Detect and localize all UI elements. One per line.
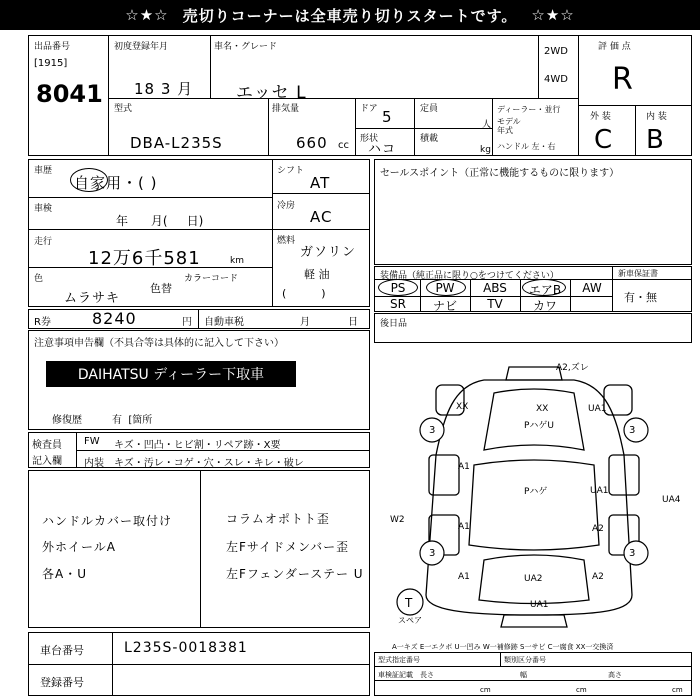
shape-label: 形状 [360,134,379,144]
diag-a1-l1: A1 [458,462,470,472]
ext-label: 外 装 [590,112,611,122]
diag-3-rr: 3 [629,548,636,559]
unit-cm-2: cm [576,686,587,694]
diag-t: T [405,596,413,610]
diag-ua1-mid: UA1 [590,486,609,496]
spec-cert-label: 車検証記載 [378,671,413,679]
diag-3-rl: 3 [429,548,436,559]
diag-ua1-top: UA1 [588,404,607,414]
model-label: モデル 年式 [497,117,521,135]
int-value: B [646,125,665,155]
drive-4wd: 4WD [544,74,568,85]
diag-phage: Pハゲ [524,487,548,497]
hw-right-2: 左Fサイドメンバー歪 [226,540,350,554]
equip-airbag-circle [522,279,566,296]
lot-number: 8041 [36,80,103,108]
equip-leather: カワ [532,299,557,313]
diag-a1-l3: A1 [458,572,470,582]
diag-w2: W2 [390,515,405,525]
recycle-label: R券 [34,317,51,328]
type-label: 型式 [114,104,133,114]
mileage-unit: km [230,256,244,266]
warranty-label: 新車保証書 [618,269,658,278]
inspector-row2: キズ・汚レ・コゲ・穴・スレ・キレ・破レ [114,458,304,469]
repair-label: 修復歴 [52,415,82,426]
auto-tax-label: 自動車税 [204,317,244,328]
hw-left-2: 外ホイールA [42,540,116,554]
diag-3-fl: 3 [429,425,436,436]
fuel-diesel: 軽 油 [304,268,330,281]
handle-label: ハンドル 左・右 [497,142,556,151]
equipment-label: 装備品（純正品に限り○をつけてください） [380,271,559,281]
diag-xx2: XX [536,404,549,414]
dim-length: 長さ [420,671,434,679]
reg-label: 初度登録年月 [114,42,169,52]
dim-width: 幅 [520,671,527,679]
lot-label: 出品番号 [34,42,71,52]
disp-unit: cc [338,140,349,151]
diag-ua1-bottom: UA1 [530,600,549,610]
cap-unit: 人 [482,120,492,130]
shift-value: AT [310,174,331,192]
damage-legend: A一キズ E一エクボ U一凹み W一補修跡 S一サビ C一腐食 XX一交換済 [392,643,614,651]
inspector-row1-label: FW [84,436,100,447]
history-circle [70,168,108,192]
eval-value: R [612,62,634,97]
diag-spare: スペア [398,616,422,625]
equip-tv: TV [487,297,503,311]
name-value: エッセ L [236,83,307,103]
diag-a1-l2: A1 [458,522,470,532]
reg-number-label: 登録番号 [40,676,84,689]
shape-value: ハコ [368,142,397,157]
dim-height: 高さ [608,671,622,679]
fuel-label: 燃料 [277,236,296,246]
color-code-label: カラーコード [184,274,239,284]
history-value: 自家用・( ) [74,174,158,192]
sales-label: セールスポイント（正常に機能するものに限ります） [380,168,620,179]
door-value: 5 [382,108,393,126]
banner [0,0,700,30]
equip-navi: ナビ [432,299,457,313]
equip-aw: AW [582,281,602,295]
load-unit: kg [480,145,491,155]
diag-a2-rr: A2 [592,572,604,582]
inspector-label-1: 検査員 [32,440,62,451]
equip-pw-circle [426,279,466,296]
dealer-tag: DAIHATSU ディーラー下取車 [46,361,296,387]
history-label: 車歴 [34,166,53,176]
wheel-fr [624,418,648,442]
mileage-value: 12万6千581 [88,248,201,269]
spec-type-label: 型式指定番号 [378,656,420,664]
mileage-label: 走行 [34,237,53,247]
cap-label: 定員 [420,104,439,114]
type-value: DBA-L235S [130,134,223,152]
repair-value: 有 [箇所 [112,415,153,426]
lot-sub: [1915] [34,58,68,69]
inspection-value: 年 月( 日) [116,214,204,228]
notes-label: 注意事項申告欄（不具合等は具体的に記入して下さい） [34,338,284,349]
hw-right-3: 左Fフェンダーステー U [226,567,364,581]
inspector-label-2: 記入欄 [32,456,62,467]
hw-right-1: コラムオポトト歪 [226,512,330,526]
diag-phage-u: PハゲU [524,421,555,431]
diag-a2-r: A2 [592,524,604,534]
warranty-value: 有・無 [624,291,657,304]
unit-cm-1: cm [480,686,491,694]
load-label: 積載 [420,134,439,144]
equip-sr: SR [390,297,406,311]
color-value: ムラサキ [64,291,121,306]
diag-3-fr: 3 [629,425,636,436]
fuel-gas: ガソリン [300,245,357,260]
recycle-box [28,309,370,329]
rear-box [374,313,692,343]
banner-text: 売切りコーナーは全車売り切りスタートです。 [182,6,518,25]
shift-label: シフト [277,166,305,176]
recycle-unit: 円 [182,317,192,328]
diag-a2zure: A2,ズレ [556,363,589,373]
auto-tax-month: 月 [300,317,310,328]
recycle-value: 8240 [92,309,137,328]
name-label: 車名・グレード [214,42,278,52]
drive-2wd: 2WD [544,46,568,57]
disp-value: 660 [296,134,328,152]
wheel-rr [624,541,648,565]
inspector-row2-label: 内装 [84,458,104,469]
auto-tax-day: 日 [348,317,358,328]
disp-label: 排気量 [272,104,300,114]
hw-left-1: ハンドルカバー取付け [42,514,173,528]
inspector-row1: キズ・凹凸・ヒビ割・リペア跡・X要 [114,440,281,451]
diag-xx1: XX [456,402,469,412]
color-change: 色替 [150,282,172,295]
ext-value: C [594,125,614,155]
color-label: 色 [34,274,44,284]
inspection-label: 車検 [34,204,53,214]
chassis-label: 車台番号 [40,644,84,657]
equip-pw: PW [435,281,455,295]
rear-label: 後日品 [380,319,408,329]
equip-ps: PS [390,281,406,295]
diag-ua4: UA4 [662,495,681,505]
int-label: 内 装 [646,112,667,122]
dealer-label: ディーラー・並行 [497,105,561,114]
hw-left-3: 各A・U [42,567,87,581]
equip-abs: ABS [483,281,507,295]
banner-stars-left: ☆★☆ [125,6,169,24]
door-label: ドア [360,104,378,114]
chassis-value: L235S-0018381 [124,640,248,656]
ac-label: 冷房 [277,201,296,211]
banner-stars-right: ☆★☆ [531,6,575,24]
spec-class-label: 類別区分番号 [504,656,546,664]
ac-value: AC [310,208,333,226]
equip-ps-circle [378,279,418,296]
reg-value: 18 3 月 [134,80,194,98]
fuel-paren: ( ) [282,287,326,300]
eval-label: 評 価 点 [598,42,631,52]
equip-airbag: エアB [528,283,562,297]
diag-ua2: UA2 [524,574,543,584]
unit-cm-3: cm [672,686,683,694]
